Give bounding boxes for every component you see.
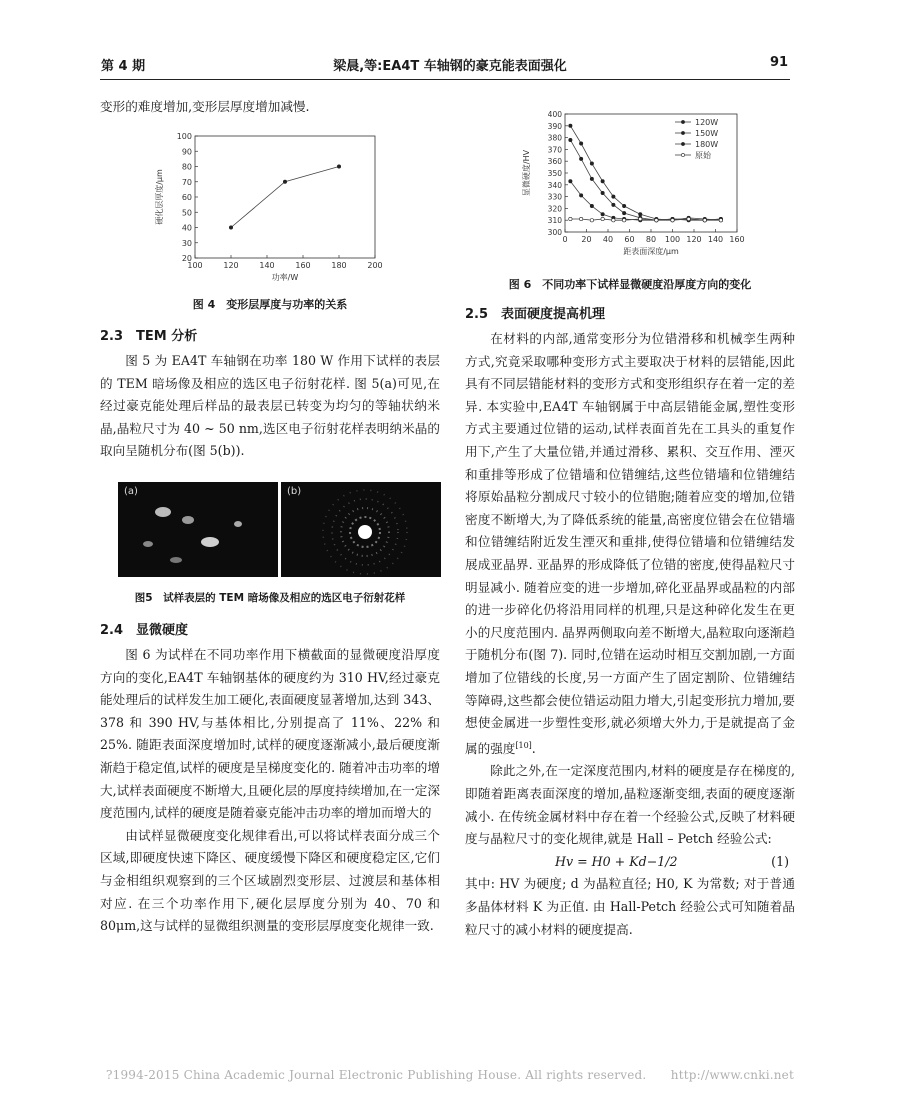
header-rule bbox=[100, 79, 790, 80]
left-column-top bbox=[100, 96, 440, 119]
y-tick-label: 390 bbox=[547, 121, 562, 131]
y-tick-label: 90 bbox=[181, 147, 192, 157]
figure-4-caption: 图 4 变形层厚度与功率的关系 bbox=[192, 298, 348, 311]
data-point bbox=[590, 204, 593, 207]
figure-5b-label: (b) bbox=[287, 486, 302, 497]
y-tick-label: 80 bbox=[181, 162, 192, 172]
data-point bbox=[622, 219, 625, 222]
data-point bbox=[622, 211, 625, 214]
x-axis-label: 功率/W bbox=[271, 273, 299, 282]
y-tick-label: 310 bbox=[547, 216, 562, 226]
legend-label: 150W bbox=[695, 129, 719, 138]
data-point bbox=[639, 213, 642, 216]
data-point bbox=[579, 142, 582, 145]
data-point bbox=[569, 180, 572, 183]
x-tick-label: 120 bbox=[686, 235, 702, 244]
y-tick-label: 20 bbox=[181, 254, 192, 263]
x-tick-label: 140 bbox=[707, 235, 724, 244]
data-point bbox=[703, 219, 706, 222]
data-point bbox=[612, 219, 615, 222]
tem-dark-field-image bbox=[118, 482, 278, 577]
data-point bbox=[622, 204, 625, 207]
data-point bbox=[579, 194, 582, 197]
legend-marker bbox=[681, 131, 684, 134]
data-point bbox=[337, 165, 340, 168]
y-tick-label: 30 bbox=[181, 238, 192, 248]
data-point bbox=[283, 180, 286, 183]
data-point bbox=[590, 177, 593, 180]
running-title: 梁晨,等:EA4T 车轴钢的豪克能表面强化 bbox=[333, 59, 567, 74]
figure-6-chart bbox=[515, 108, 755, 263]
sad-pattern-image bbox=[281, 482, 441, 577]
x-tick-label: 140 bbox=[259, 261, 275, 270]
series-line-120W bbox=[570, 181, 721, 220]
figure-4-chart bbox=[150, 128, 400, 288]
page-number: 91 bbox=[770, 55, 789, 70]
section-2-4 bbox=[100, 618, 440, 938]
y-tick-label: 360 bbox=[547, 157, 562, 167]
x-tick-label: 120 bbox=[223, 261, 239, 270]
figure-5a-label: (a) bbox=[124, 486, 138, 497]
x-tick-label: 160 bbox=[729, 235, 745, 244]
journal-issue: 第 4 期 bbox=[101, 59, 146, 74]
section-2-5-paragraph-1 bbox=[465, 328, 795, 760]
data-point bbox=[719, 219, 722, 222]
data-point bbox=[612, 195, 615, 198]
data-point bbox=[601, 180, 604, 183]
data-point bbox=[590, 219, 593, 222]
section-2-5-paragraph-1-end: . bbox=[531, 740, 536, 756]
x-tick-label: 0 bbox=[562, 235, 568, 244]
data-point bbox=[601, 217, 604, 220]
legend-label: 180W bbox=[695, 140, 719, 149]
y-tick-label: 350 bbox=[547, 169, 562, 178]
legend-label: 原始 bbox=[695, 151, 711, 160]
section-2-4-paragraph-2: 由试样显微硬度变化规律看出,可以将试样表面分成三个区域,即硬度快速下降区、硬度缓慢下降区和硬度稳定区,它们与金相组织观察到的三个区域剧烈变形层、过渡层和基体相对应. 在三个功率作用下,硬化层厚度分别为 40、70 和 80μm,这与试样的显微组织测量的变形层厚度变化规律一致. bbox=[100, 827, 440, 934]
plot-frame bbox=[195, 136, 375, 258]
data-point bbox=[639, 217, 642, 220]
section-2-4-title: 2.4 显微硬度 bbox=[100, 623, 189, 638]
copyright-footer: ?1994-2015 China Academic Journal Electronic Publishing House. All rights reserved. http://www.cnki.net bbox=[105, 1068, 795, 1082]
x-tick-label: 200 bbox=[367, 261, 383, 270]
data-point bbox=[579, 217, 582, 220]
x-tick-label: 100 bbox=[187, 261, 203, 270]
y-tick-label: 340 bbox=[547, 180, 562, 190]
figure-5-caption: 图5 试样表层的 TEM 暗场像及相应的选区电子衍射花样 bbox=[134, 592, 406, 604]
y-tick-label: 400 bbox=[547, 110, 562, 119]
section-2-5 bbox=[465, 302, 795, 941]
section-2-5-paragraph-3: 其中: HV 为硬度; d 为晶粒直径; H0, K 为常数; 对于普通多晶体材料 K 为正值. 由 Hall-Petch 经验公式可知随着晶粒尺寸的减小材料的硬度提高. bbox=[465, 876, 795, 937]
data-point bbox=[229, 226, 232, 229]
data-point bbox=[601, 191, 604, 194]
y-tick-label: 40 bbox=[181, 223, 192, 233]
data-point bbox=[569, 124, 572, 127]
y-tick-label: 100 bbox=[176, 132, 192, 141]
data-point bbox=[590, 162, 593, 165]
legend-label: 120W bbox=[695, 118, 719, 127]
x-tick-label: 80 bbox=[645, 235, 657, 244]
y-tick-label: 70 bbox=[181, 177, 192, 187]
hall-petch-equation bbox=[465, 851, 795, 874]
section-2-3 bbox=[100, 324, 440, 463]
y-tick-label: 380 bbox=[547, 133, 562, 143]
data-point bbox=[569, 138, 572, 141]
data-point bbox=[601, 213, 604, 216]
legend-marker bbox=[681, 142, 684, 145]
y-tick-label: 50 bbox=[181, 208, 192, 218]
section-2-5-paragraph-2: 除此之外,在一定深度范围内,材料的硬度是存在梯度的,即随着距离表面深度的增加,晶粒逐渐变细,表面的硬度逐渐减小. 在传统金属材料中存在着一个经验公式,反映了材料硬度与晶粒尺寸的变化规律,就是 Hall – Petch 经验公式: bbox=[465, 763, 795, 847]
data-point bbox=[612, 203, 615, 206]
data-point bbox=[569, 217, 572, 220]
reference-marker: [10] bbox=[515, 740, 532, 750]
y-tick-label: 370 bbox=[547, 145, 562, 155]
x-tick-label: 40 bbox=[602, 235, 614, 244]
y-tick-label: 60 bbox=[181, 193, 192, 202]
y-axis-label: 显微硬度/HV bbox=[522, 149, 531, 197]
data-point bbox=[671, 219, 674, 222]
x-tick-label: 100 bbox=[664, 235, 681, 244]
data-point bbox=[579, 157, 582, 160]
x-tick-label: 160 bbox=[295, 261, 311, 270]
x-axis-label: 距表面深度/μm bbox=[623, 247, 679, 256]
data-point bbox=[655, 219, 658, 222]
figure-6-caption: 图 6 不同功率下试样显微硬度沿厚度方向的变化 bbox=[508, 278, 752, 291]
x-tick-label: 60 bbox=[624, 235, 635, 244]
y-tick-label: 320 bbox=[547, 204, 562, 214]
intro-paragraph: 变形的难度增加,变形层厚度增加减慢. bbox=[100, 99, 310, 114]
y-axis-label: 硬化层厚度/μm bbox=[155, 169, 164, 225]
legend-marker bbox=[681, 153, 684, 156]
data-point bbox=[687, 217, 690, 220]
y-tick-label: 300 bbox=[547, 228, 562, 237]
x-tick-label: 180 bbox=[331, 261, 347, 270]
legend-marker bbox=[681, 120, 684, 123]
section-2-4-paragraph-1: 图 6 为试样在不同功率作用下横截面的显微硬度沿厚度方向的变化,EA4T 车轴钢基体的硬度约为 310 HV,经过豪克能处理后的试样发生加工硬化,表面硬度显著增加,达到 343、378 和 390 HV,与基体相比,分别提高了 11%、22% 和 25%. 随距表面深度增加时,试样的硬度逐渐减小,最后硬度渐渐趋于稳定值,试样的硬度是呈梯度变化的. 随着冲击功率的增大,试样表面硬度不断增大,且硬化层的厚度持续增加,在一定深度范围内,试样的硬度是随着豪克能冲击功率的增加而增大的 bbox=[100, 647, 440, 821]
section-2-3-paragraph: 图 5 为 EA4T 车轴钢在功率 180 W 作用下试样的表层的 TEM 暗场像及相应的选区电子衍射花样. 图 5(a)可见,在经过豪克能处理后样品的最表层已转变为均匀的等轴状纳米晶,晶粒尺寸为 40 ~ 50 nm,选区电子衍射花样表明纳米晶的取向呈随机分布(图 5(b)). bbox=[100, 353, 440, 459]
equation-body: Hv = H0 + Kd−1/2 bbox=[555, 853, 678, 869]
series-line-0 bbox=[231, 167, 339, 228]
x-tick-label: 20 bbox=[581, 235, 592, 244]
section-2-5-title: 2.5 表面硬度提高机理 bbox=[465, 307, 606, 322]
section-2-5-paragraph-1-text: 在材料的内部,通常变形分为位错滑移和机械孪生两种方式,究竟采取哪种变形方式主要取决于材料的层错能,因此具有不同层错能材料的变形方式和变形组织存在着一定的差异. 本实验中,EA4T 车轴钢属于中高层错能金属,塑性变形方式主要通过位错的运动,试样表面首先在工具头的重复作用下,产生了大量位错,并通过滑移、累积、交互作用、湮灭和重排等形成了位错墙和位错缠结,这些位错墙和位错缠结将原始晶粒分割成尺寸较小的位错胞;随着应变的增加,位错密度不断增大,为了降低系统的能量,高密度位错会在位错墙和位错缠结附近发生湮灭和重排,使得位错墙和位错缠结发展成亚晶界. 亚晶界的形成降低了位错的密度,使得晶粒尺寸明显减小. 随着应变的进一步增加,碎化亚晶界或晶粒的内部的进一步碎化仍将沿用同样的机理,只是这种碎化发生在更小的尺度范围内. 晶界两侧取向差不断增大,晶粒取向逐渐趋于随机分布(图 7). 同时,位错在运动时相互交割加剧,一方面增加了位错线的长度,另一方面产生了固定割阶、位错缠结等障碍,这些都会使位错运动阻力增大,引起变形抗力增加,要想使金属进一步塑性变形,就必须增大外力,于是就提高了金属的强度 bbox=[465, 331, 795, 756]
section-2-3-title: 2.3 TEM 分析 bbox=[100, 329, 198, 344]
equation-number: (1) bbox=[771, 853, 789, 869]
y-tick-label: 330 bbox=[547, 192, 562, 202]
